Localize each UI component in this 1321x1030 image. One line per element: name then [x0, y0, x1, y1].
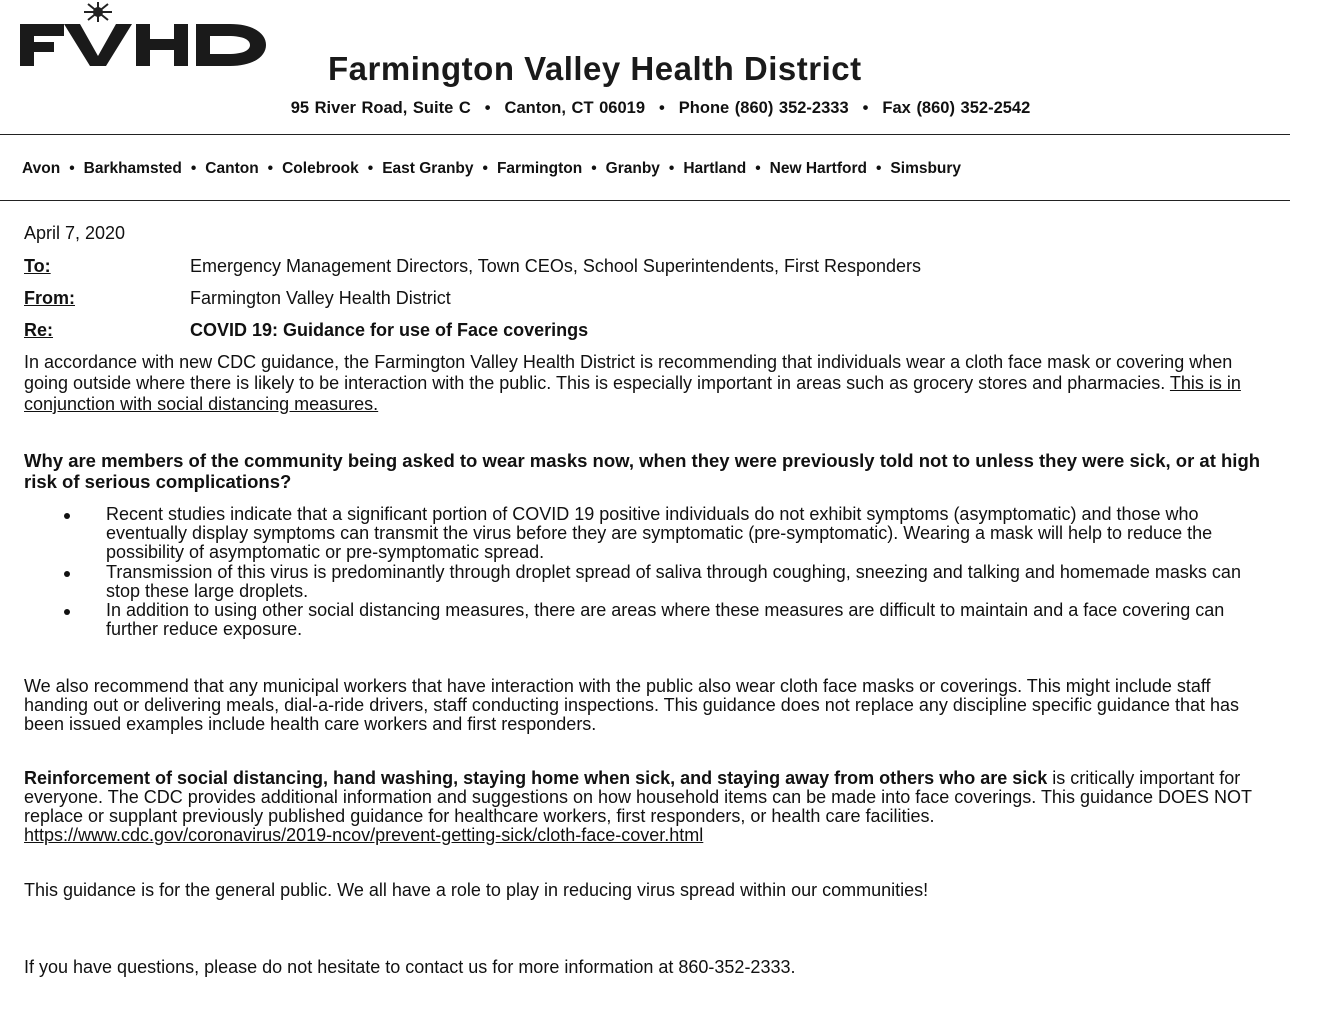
- town-item: • Granby: [582, 160, 660, 177]
- general-public-paragraph: This guidance is for the general public. We all have a role to play in reducing virus spread within our communities!: [24, 880, 929, 900]
- intro-text: In accordance with new CDC guidance, the Farmington Valley Health District is recommending that individuals wear a cloth face mask or covering when going outside where there is likely to be interaction with the public. This is especially important in areas such as grocery stores and pharmacies.: [24, 352, 1233, 393]
- town-item: • East Granby: [359, 160, 474, 177]
- memo-to-row: [24, 256, 921, 277]
- memo-from-value: Farmington Valley Health District: [190, 288, 451, 308]
- memo-to-label: To:: [24, 256, 51, 276]
- address-phone: Phone (860) 352-2333: [678, 99, 849, 117]
- list-item: Recent studies indicate that a significant portion of COVID 19 positive individuals do not exhibit symptoms (asymptomatic) and those who eventually display symptoms can transmit the virus before they are symptomatic (pre-symptomatic). Wearing a mask will help to reduce the possibility of asymptomatic or pre-symptomatic spread.: [60, 505, 1275, 563]
- memo-re-label: Re:: [24, 320, 54, 340]
- town-item: • Hartland: [660, 160, 746, 177]
- svg-text:FVHD: FVHD: [18, 0, 21, 1]
- list-item: In addition to using other social distancing measures, there are areas where these measures are difficult to maintain and a face covering can further reduce exposure.: [60, 601, 1275, 639]
- reinforcement-text: is critically important for everyone. The CDC provides additional information and suggestions on how household items can be made into face coverings. This guidance DOES NOT replace or supplant previously published guidance for healthcare workers, first responders, or health care facilities.: [24, 768, 1252, 826]
- memo-from-label: From:: [24, 288, 75, 308]
- organization-name: Farmington Valley Health District: [328, 50, 862, 87]
- municipal-workers-paragraph: We also recommend that any municipal workers that have interaction with the public also wear cloth face masks or coverings. This might include staff handing out or delivering meals, dial-a-ride drivers, staff conducting inspections. This guidance does not replace any discipline specific guidance that has been issued examples include health care workers and first responders.: [24, 676, 1240, 734]
- fvhd-logo: [18, 0, 273, 75]
- town-item: • Barkhamsted: [60, 160, 182, 177]
- memo-from-row: [24, 288, 451, 309]
- intro-paragraph: [24, 352, 1274, 415]
- town-item: • Farmington: [474, 160, 583, 177]
- memo-re-row: [24, 320, 588, 341]
- town-item: • Simsbury: [867, 160, 961, 177]
- address-street: 95 River Road, Suite C: [290, 99, 471, 117]
- contact-paragraph: If you have questions, please do not hesitate to contact us for more information at 860-352-2333.: [24, 957, 796, 977]
- address-line: 95 River Road, Suite C • Canton, CT 06019 • Phone (860) 352-2333 • Fax (860) 352-2542: [290, 99, 1031, 117]
- cdc-link[interactable]: https://www.cdc.gov/coronavirus/2019-ncov/prevent-getting-sick/cloth-face-cover.html: [24, 825, 704, 845]
- sunburst-icon: [84, 2, 112, 22]
- town-item: Avon: [22, 160, 61, 177]
- reinforcement-paragraph: [24, 769, 1274, 845]
- divider-bottom: [0, 200, 1290, 201]
- member-towns: [22, 160, 961, 178]
- intro-underlined-text: This is in conjunction with social distancing measures.: [24, 373, 1241, 414]
- reinforcement-bold-text: Reinforcement of social distancing, hand washing, staying home when sick, and staying away from others who are sick: [24, 768, 1048, 788]
- memo-to-value: Emergency Management Directors, Town CEOs, School Superintendents, First Responders: [190, 256, 922, 276]
- reasons-list: [60, 505, 1275, 639]
- memo-date: April 7, 2020: [24, 223, 126, 243]
- question-heading: Why are members of the community being asked to wear masks now, when they were previously told not to unless they were sick, or at high risk of serious complications?: [24, 450, 1261, 492]
- list-item: Transmission of this virus is predominantly through droplet spread of saliva through coughing, sneezing and talking and homemade masks can stop these large droplets.: [60, 563, 1275, 601]
- address-fax: Fax (860) 352-2542: [882, 99, 1031, 117]
- town-item: • Colebrook: [259, 160, 359, 177]
- town-item: • Canton: [182, 160, 259, 177]
- memo-re-value: COVID 19: Guidance for use of Face coverings: [190, 320, 589, 340]
- divider-top: [0, 134, 1290, 135]
- address-city: Canton, CT 06019: [504, 99, 646, 117]
- town-item: • New Hartford: [746, 160, 867, 177]
